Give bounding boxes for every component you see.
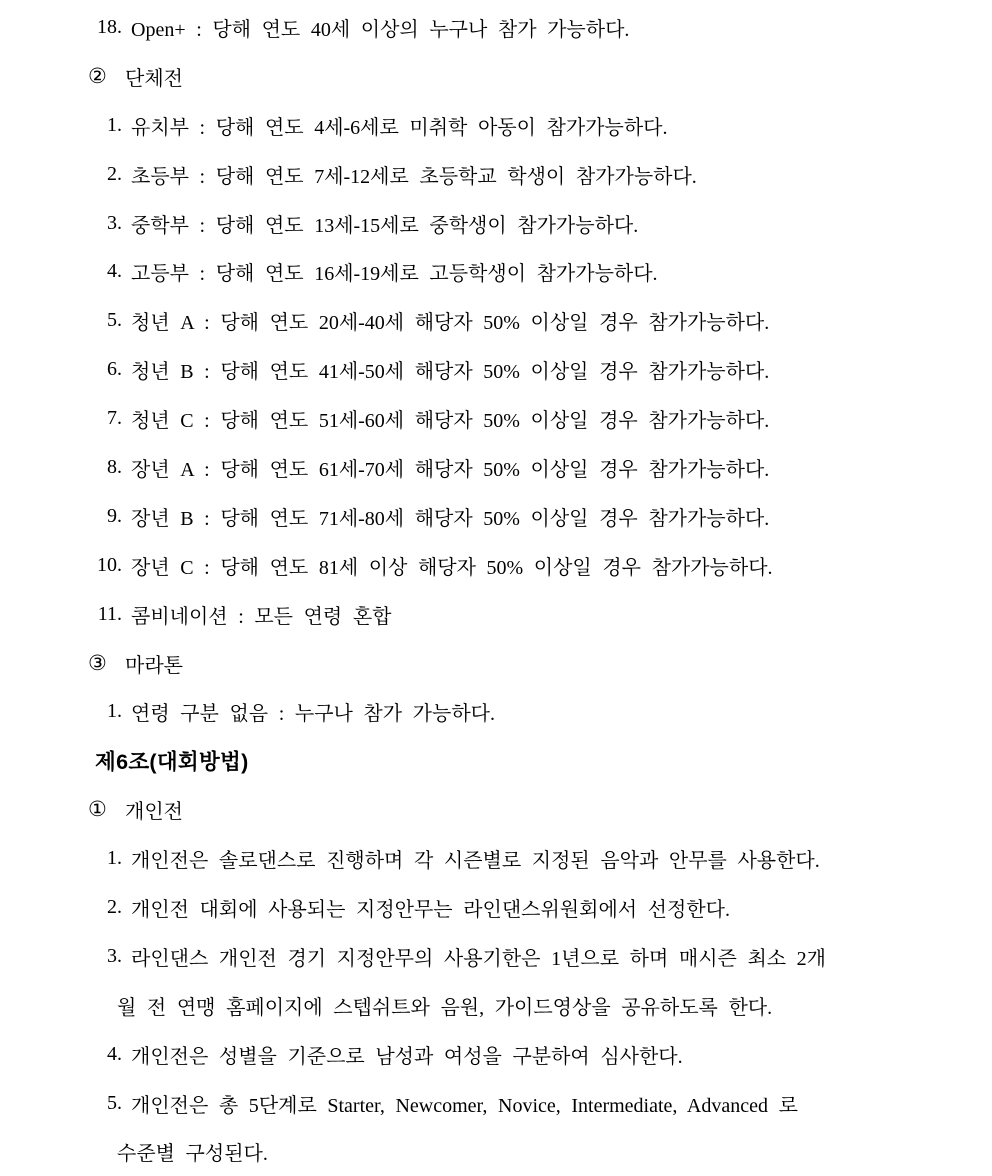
- list-item-text: 콤비네이션 : 모든 연령 혼합: [131, 605, 392, 628]
- list-item-text: 청년 A : 당해 연도 20세-40세 해당자 50% 이상일 경우 참가가능하다.: [131, 312, 770, 335]
- list-item-text: 초등부 : 당해 연도 7세-12세로 초등학교 학생이 참가가능하다.: [131, 165, 697, 188]
- list-item: [0, 1079, 992, 1128]
- list-item-text: 개인전은 성별을 기준으로 남성과 여성을 구분하여 심사한다.: [131, 1045, 683, 1068]
- section-line: [0, 52, 992, 101]
- list-item-text: 장년 B : 당해 연도 71세-80세 해당자 50% 이상일 경우 참가가능하다.: [131, 507, 770, 530]
- list-item: [0, 590, 992, 639]
- section-line: [0, 785, 992, 834]
- list-item: [0, 296, 992, 345]
- list-item: [0, 247, 992, 296]
- list-item-text: 개인전 대회에 사용되는 지정안무는 라인댄스위원회에서 선정한다.: [131, 898, 730, 921]
- list-item-number: 7.: [107, 407, 122, 430]
- list-item-number: 2.: [107, 162, 122, 185]
- list-item: [0, 3, 992, 52]
- list-item-text: Open+ : 당해 연도 40세 이상의 누구나 참가 가능하다.: [131, 18, 630, 41]
- list-item-text: 유치부 : 당해 연도 4세-6세로 미취학 아동이 참가가능하다.: [131, 116, 668, 139]
- circled-number-marker: ②: [88, 63, 107, 88]
- list-item: [0, 834, 992, 883]
- list-item-number: 5.: [107, 1091, 122, 1114]
- section-line: [0, 639, 992, 688]
- continuation-line: [0, 981, 992, 1030]
- list-item: [0, 541, 992, 590]
- list-item-number: 10.: [97, 553, 122, 576]
- list-item: [0, 1030, 992, 1079]
- list-item: [0, 687, 992, 736]
- list-item-number: 1.: [107, 113, 122, 136]
- list-item: [0, 492, 992, 541]
- list-item-number: 1.: [107, 700, 122, 723]
- list-item: [0, 932, 992, 981]
- list-item-number: 5.: [107, 309, 122, 332]
- continuation-text: 월 전 연맹 홈페이지에 스텝쉬트와 음원, 가이드영상을 공유하도록 한다.: [117, 996, 773, 1019]
- list-item-text: 청년 B : 당해 연도 41세-50세 해당자 50% 이상일 경우 참가가능하다.: [131, 361, 770, 384]
- list-item-text: 라인댄스 개인전 경기 지정안무의 사용기한은 1년으로 하며 매시즌 최소 2개: [131, 947, 826, 970]
- list-item: [0, 345, 992, 394]
- list-item: [0, 394, 992, 443]
- continuation-text: 수준별 구성된다.: [117, 1143, 268, 1166]
- list-item-number: 8.: [107, 455, 122, 478]
- list-item-number: 4.: [107, 260, 122, 283]
- list-item-text: 개인전은 총 5단계로 Starter, Newcomer, Novice, Intermediate, Advanced 로: [131, 1094, 798, 1117]
- list-item: [0, 150, 992, 199]
- circled-number-marker: ③: [88, 650, 107, 675]
- list-item: [0, 199, 992, 248]
- list-item-number: 3.: [107, 944, 122, 967]
- list-item-text: 중학부 : 당해 연도 13세-15세로 중학생이 참가가능하다.: [131, 214, 639, 237]
- article-heading-text: 제6조(대회방법): [95, 750, 249, 775]
- list-item-text: 연령 구분 없음 : 누구나 참가 가능하다.: [131, 703, 495, 726]
- continuation-line: [0, 1127, 992, 1176]
- list-item-number: 18.: [97, 15, 122, 38]
- list-item-number: 11.: [97, 602, 122, 625]
- list-item-text: 장년 A : 당해 연도 61세-70세 해당자 50% 이상일 경우 참가가능하다.: [131, 458, 770, 481]
- list-item-number: 6.: [107, 358, 122, 381]
- list-item: [0, 883, 992, 932]
- list-item: [0, 101, 992, 150]
- list-item-number: 4.: [107, 1042, 122, 1065]
- list-item-number: 3.: [107, 211, 122, 234]
- circled-number-marker: ①: [88, 797, 107, 822]
- article-heading: [0, 736, 992, 785]
- section-title: 단체전: [125, 67, 183, 90]
- list-item-number: 9.: [107, 504, 122, 527]
- list-item-number: 2.: [107, 895, 122, 918]
- list-item-text: 고등부 : 당해 연도 16세-19세로 고등학생이 참가가능하다.: [131, 263, 658, 286]
- section-title: 마라톤: [125, 654, 183, 677]
- section-title: 개인전: [125, 801, 183, 824]
- list-item-text: 청년 C : 당해 연도 51세-60세 해당자 50% 이상일 경우 참가가능하다.: [131, 410, 770, 433]
- list-item: [0, 443, 992, 492]
- list-item-number: 1.: [107, 847, 122, 870]
- list-item-text: 개인전은 솔로댄스로 진행하며 각 시즌별로 지정된 음악과 안무를 사용한다.: [131, 850, 820, 873]
- list-item-text: 장년 C : 당해 연도 81세 이상 해당자 50% 이상일 경우 참가가능하다.: [131, 556, 773, 579]
